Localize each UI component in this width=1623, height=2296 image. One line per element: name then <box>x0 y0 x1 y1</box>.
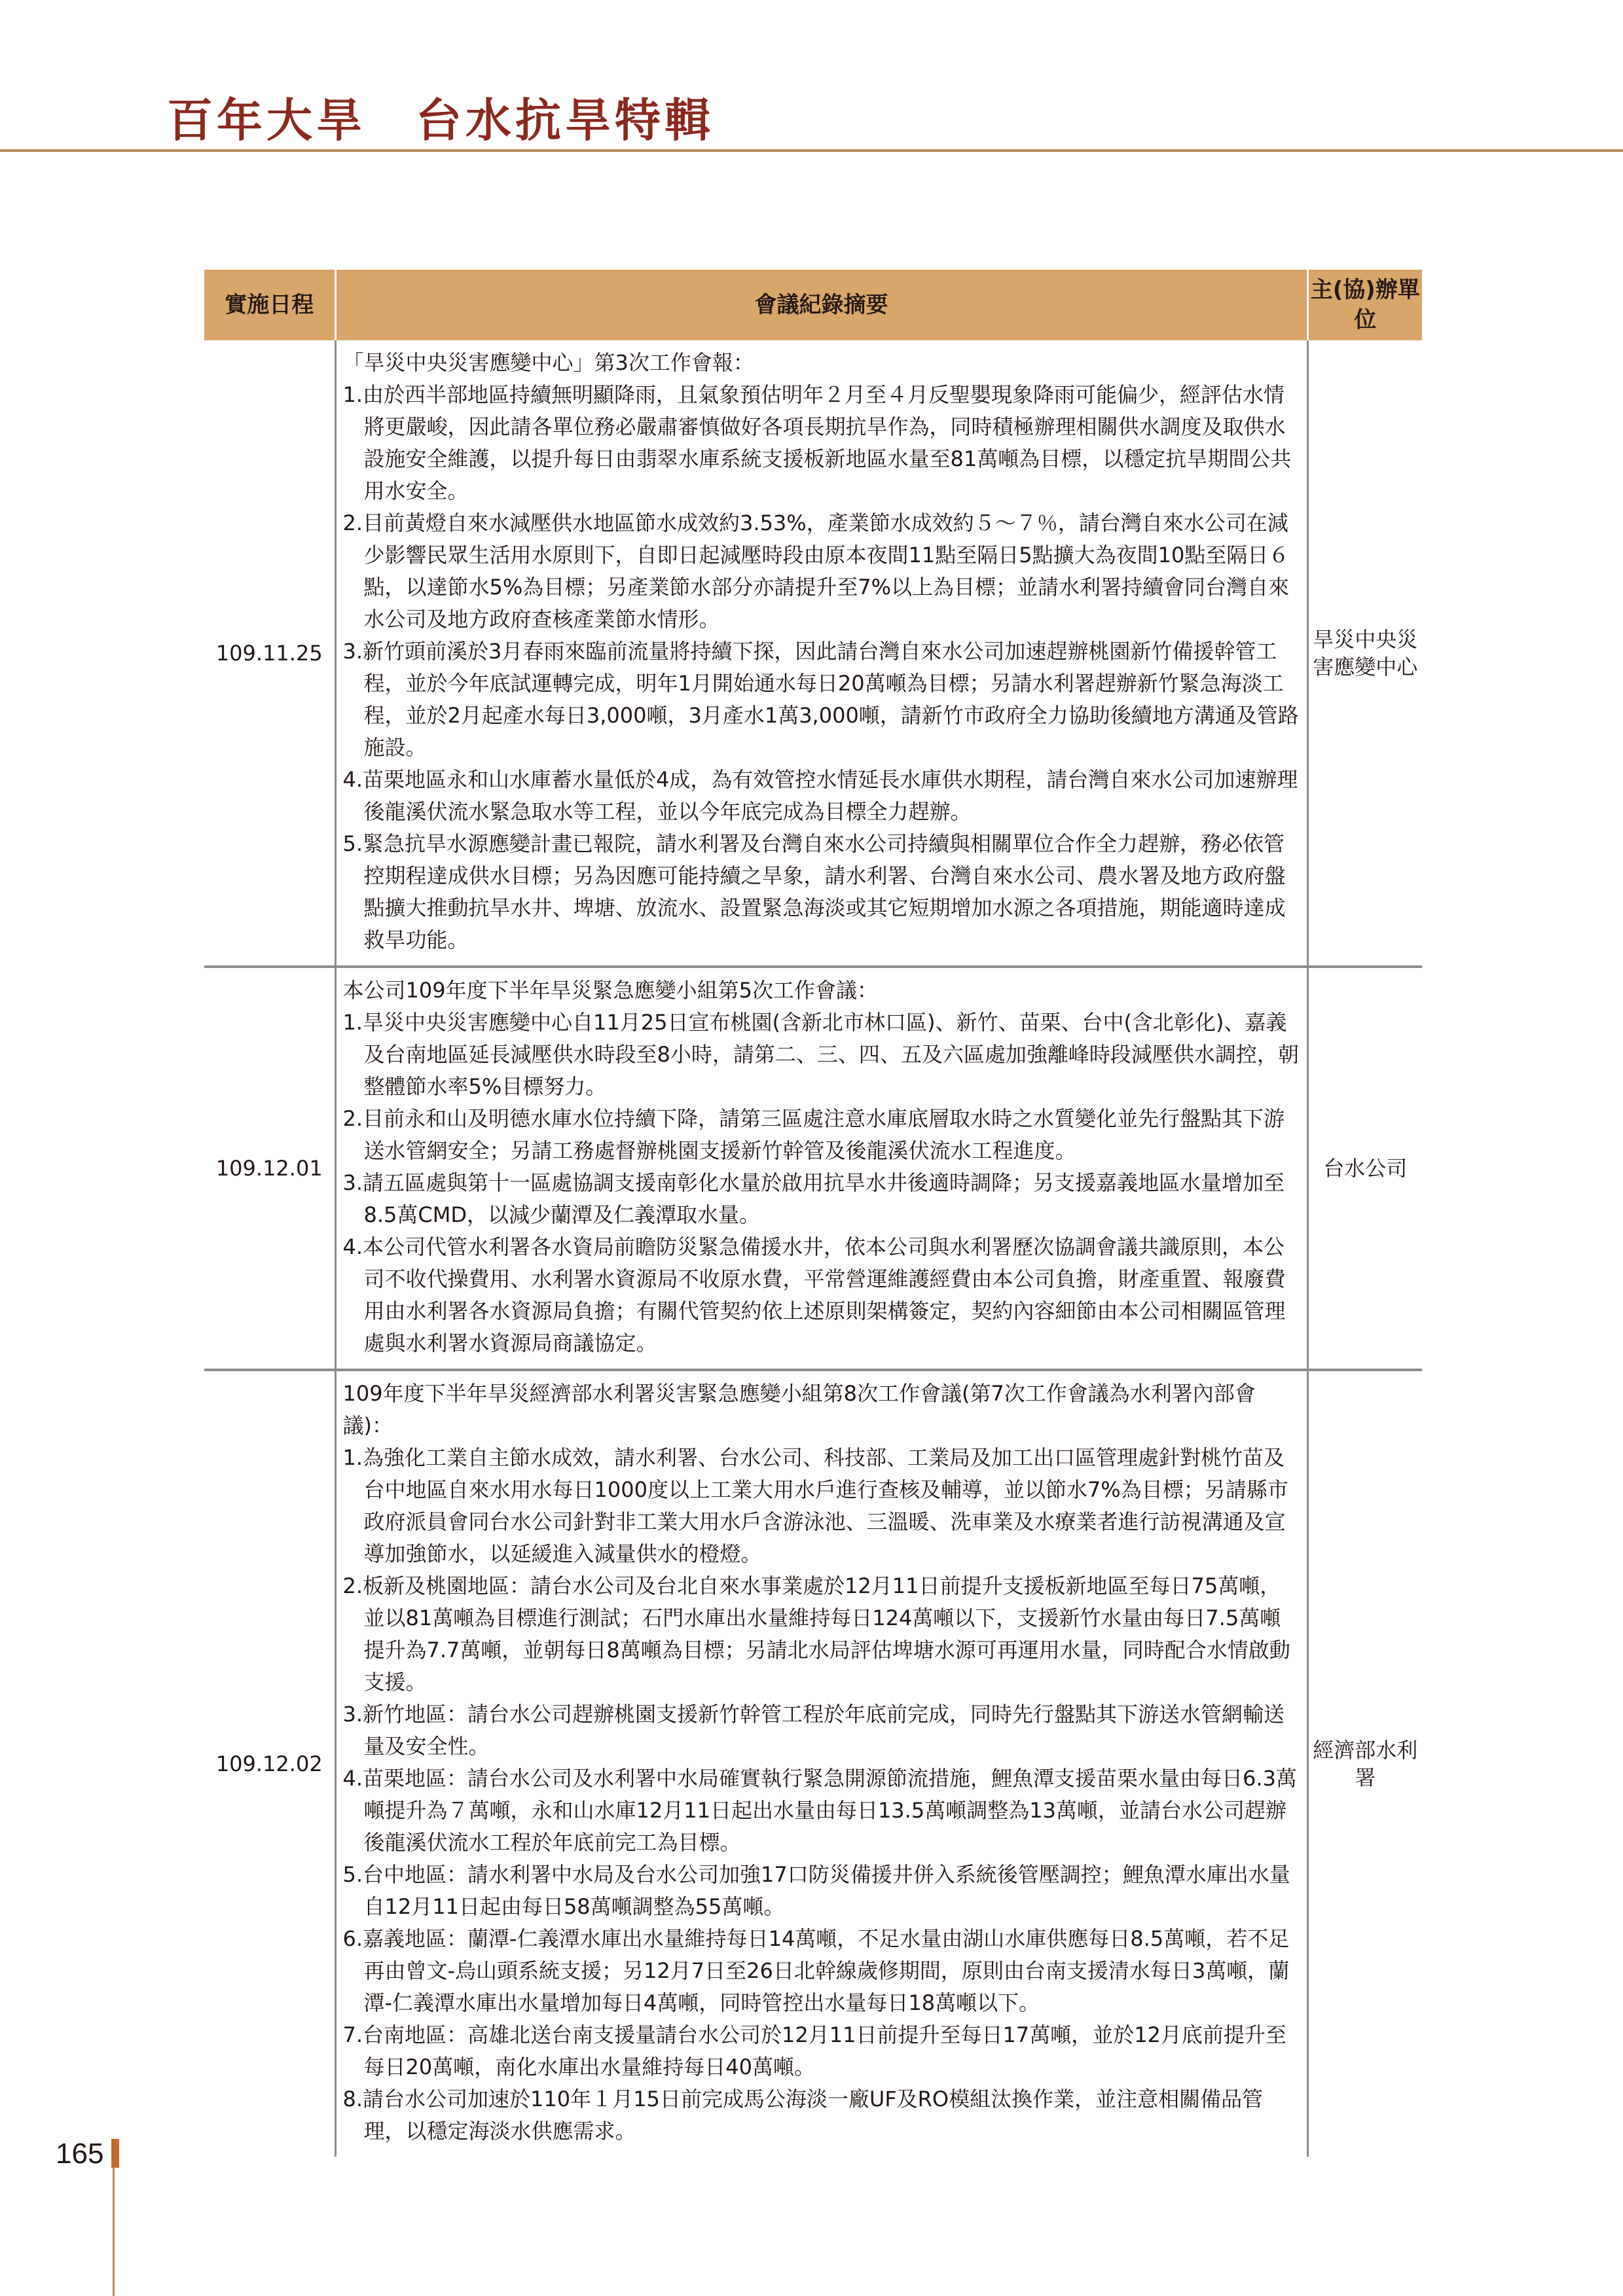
list-item: 4.苗栗地區永和山水庫蓄水量低於4成，為有效管控水情延長水庫供水期程，請台灣自來水公司加速辦理後龍溪伏流水緊急取水等工程，並以今年底完成為目標全力趕辦。 <box>342 767 1298 824</box>
row-unit: 經濟部水利署 <box>1307 1370 1422 2157</box>
page-number-marker <box>111 2139 119 2168</box>
summary-intro: 本公司109年度下半年旱災緊急應變小組第5次工作會議： <box>342 978 878 1003</box>
column-header-date: 實施日程 <box>204 270 335 340</box>
table-header-row <box>204 270 1422 340</box>
footer-rule <box>113 2168 115 2296</box>
list-item: 3.新竹地區：請台水公司趕辦桃園支援新竹幹管工程於年底前完成，同時先行盤點其下游送水管網輸送量及安全性。 <box>342 1702 1285 1759</box>
summary-items <box>343 1007 1302 1359</box>
table-row <box>204 967 1422 1370</box>
column-header-unit: 主(協)辦單位 <box>1307 270 1422 340</box>
list-item: 5.台中地區：請水利署中水局及台水公司加強17口防災備援井併入系統後管壓調控；鯉魚潭水庫出水量自12月11日起由每日58萬噸調整為55萬噸。 <box>342 1862 1290 1919</box>
list-item: 4.苗栗地區：請台水公司及水利署中水局確實執行緊急開源節流措施，鯉魚潭支援苗栗水量由每日6.3萬噸提升為７萬噸，永和山水庫12月11日起出水量由每日13.5萬噸調整為13萬噸，並請台水公司趕辦後龍溪伏流水工程於年底前完工為目標。 <box>342 1766 1297 1855</box>
list-item: 4.本公司代管水利署各水資局前瞻防災緊急備援水井，依本公司與水利署歷次協調會議共識原則，本公司不收代操費用、水利署水資源局不收原水費，平常營運維護經費由本公司負擔，財產重置、報廢費用由水利署各水資源局負擔；有關代管契約依上述原則架構簽定，契約內容細節由本公司相關區管理處與水利署水資源局商議協定。 <box>342 1234 1286 1355</box>
page-number: 165 <box>56 2138 104 2170</box>
list-item: 1.旱災中央災害應變中心自11月25日宣布桃園(含新北市林口區)、新竹、苗栗、台中(含北彰化)、嘉義及台南地區延長減壓供水時段至8小時，請第二、三、四、五及六區處加強離峰時段減壓供水調控，朝整體節水率5%目標努力。 <box>342 1010 1299 1099</box>
summary-intro: 「旱災中央災害應變中心」第3次工作會報： <box>342 350 754 375</box>
summary-items <box>343 379 1302 956</box>
list-item: 1.由於西半部地區持續無明顯降雨，且氣象預估明年２月至４月反聖嬰現象降雨可能偏少，經評估水情將更嚴峻，因此請各單位務必嚴肅審慎做好各項長期抗旱作為，同時積極辦理相關供水調度及取供水設施安全維護，以提升每日由翡翠水庫系統支援板新地區水量至81萬噸為目標，以穩定抗旱期間公共用水安全。 <box>342 382 1292 503</box>
list-item: 8.請台水公司加速於110年１月15日前完成馬公海淡一廠UF及RO模組汰換作業，並注意相關備品管理，以穩定海淡水供應需求。 <box>342 2087 1264 2144</box>
summary-items <box>343 1442 1302 2147</box>
row-date: 109.12.01 <box>204 967 335 1370</box>
column-header-summary: 會議紀錄摘要 <box>335 270 1307 340</box>
summary-intro: 109年度下半年旱災經濟部水利署災害緊急應變小組第8次工作會議(第7次工作會議為水利署內部會議)： <box>342 1381 1256 1438</box>
row-summary <box>335 967 1307 1370</box>
table-row <box>204 1370 1422 2157</box>
list-item: 1.為強化工業自主節水成效，請水利署、台水公司、科技部、工業局及加工出口區管理處針對桃竹苗及台中地區自來水用水每日1000度以上工業大用水戶進行查核及輔導，並以節水7%為目標；另請縣市政府派員會同台水公司針對非工業大用水戶含游泳池、三溫暖、洗車業及水療業者進行訪視溝通及宣導加強節水，以延緩進入減量供水的橙燈。 <box>342 1445 1288 1566</box>
row-unit: 旱災中央災害應變中心 <box>1307 340 1422 967</box>
list-item: 3.請五區處與第十一區處協調支援南彰化水量於啟用抗旱水井後適時調降；另支援嘉義地區水量增加至8.5萬CMD，以減少蘭潭及仁義潭取水量。 <box>342 1170 1285 1227</box>
list-item: 2.板新及桃園地區：請台水公司及台北自來水事業處於12月11日前提升支援板新地區至每日75萬噸，並以81萬噸為目標進行測試；石門水庫出水量維持每日124萬噸以下，支援新竹水量由每日7.5萬噸提升為7.7萬噸，並朝每日8萬噸為目標；另請北水局評估埤塘水源可再運用水量，同時配合水情啟動支援。 <box>342 1573 1290 1695</box>
list-item: 3.新竹頭前溪於3月春雨來臨前流量將持續下探，因此請台灣自來水公司加速趕辦桃園新竹備援幹管工程，並於今年底試運轉完成，明年1月開始通水每日20萬噸為目標；另請水利署趕辦新竹緊急海淡工程，並於2月起產水每日3,000噸，3月產水1萬3,000噸，請新竹市政府全力協助後續地方溝通及管路施設。 <box>342 639 1299 760</box>
row-date: 109.12.02 <box>204 1370 335 2157</box>
list-item: 2.目前永和山及明德水庫水位持續下降，請第三區處注意水庫底層取水時之水質變化並先行盤點其下游送水管網安全；另請工務處督辦桃園支援新竹幹管及後龍溪伏流水工程進度。 <box>342 1106 1285 1163</box>
row-summary <box>335 1370 1307 2157</box>
list-item: 2.目前黃燈自來水減壓供水地區節水成效約3.53%，產業節水成效約５～７％，請台灣自來水公司在減少影響民眾生活用水原則下，自即日起減壓時段由原本夜間11點至隔日5點擴大為夜間10點至隔日６點，以達節水5%為目標；另產業節水部分亦請提升至7%以上為目標；並請水利署持續會同台灣自來水公司及地方政府查核產業節水情形。 <box>342 511 1290 632</box>
header-title: 百年大旱 台水抗旱特輯 <box>167 93 714 147</box>
row-unit: 台水公司 <box>1307 967 1422 1370</box>
row-date: 109.11.25 <box>204 340 335 967</box>
header-rule <box>0 149 1623 152</box>
meeting-minutes-table <box>204 270 1422 2157</box>
table-row <box>204 340 1422 967</box>
list-item: 5.緊急抗旱水源應變計畫已報院，請水利署及台灣自來水公司持續與相關單位合作全力趕辦，務必依管控期程達成供水目標；另為因應可能持續之旱象，請水利署、台灣自來水公司、農水署及地方政府盤點擴大推動抗旱水井、埤塘、放流水、設置緊急海淡或其它短期增加水源之各項措施，期能適時達成救旱功能。 <box>342 831 1286 952</box>
list-item: 7.台南地區：高雄北送台南支援量請台水公司於12月11日前提升至每日17萬噸，並於12月底前提升至每日20萬噸，南化水庫出水量維持每日40萬噸。 <box>342 2022 1286 2079</box>
row-summary <box>335 340 1307 967</box>
list-item: 6.嘉義地區：蘭潭-仁義潭水庫出水量維持每日14萬噸，不足水量由湖山水庫供應每日8.5萬噸，若不足再由曾文-烏山頭系統支援；另12月7日至26日北幹線歲修期間，原則由台南支援清水每日3萬噸，蘭潭-仁義潭水庫出水量增加每日4萬噸，同時管控出水量每日18萬噸以下。 <box>342 1926 1290 2015</box>
